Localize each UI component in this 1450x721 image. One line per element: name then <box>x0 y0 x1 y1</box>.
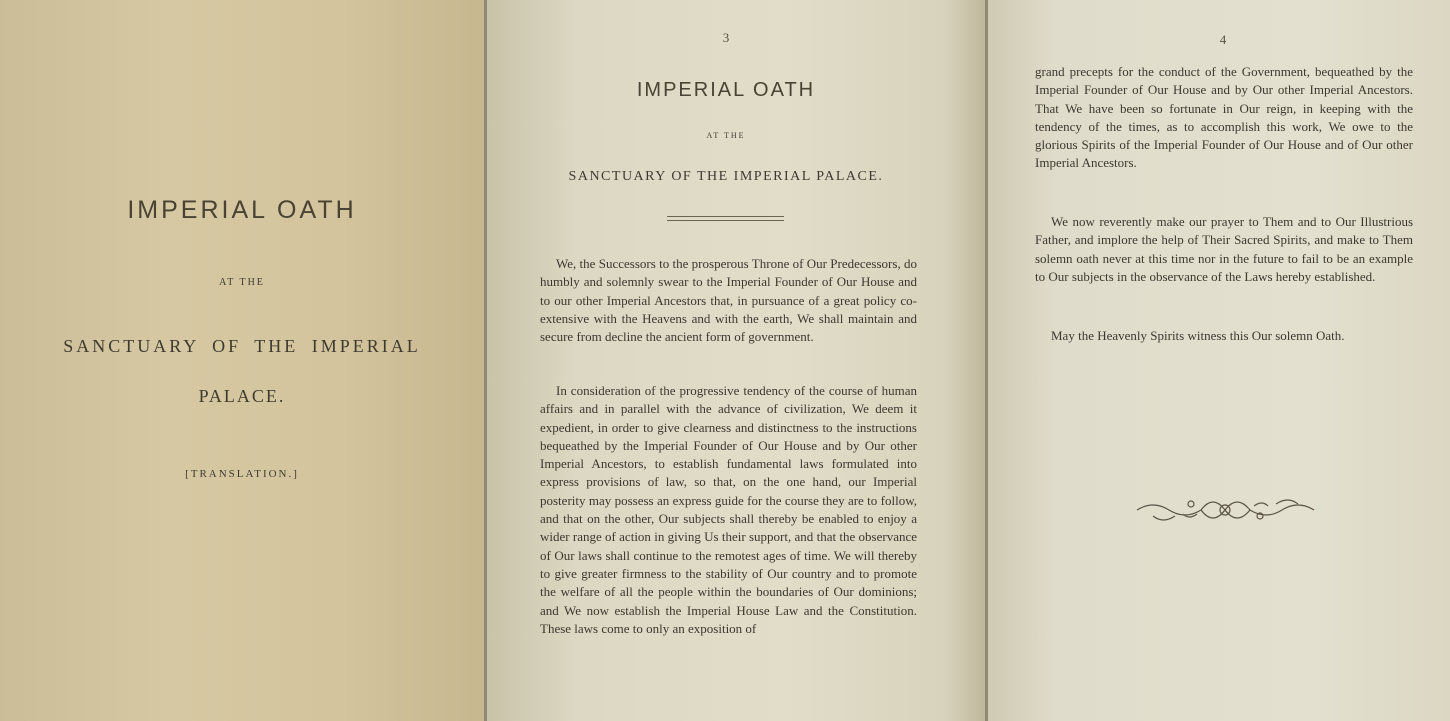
body-paragraph: In consideration of the progressive tendency of the course of human affairs and in parallel with the advance of civilization, We deem it expedient, in order to give clearness and distinctness to the instructions bequeathed by the Imperial Founder of Our House and by Our other Imperial Ancestors, to establish fundamental laws formulated into express provisions of law, so that, on the one hand, our Imperial posterity may possess an express guide for the course they are to follow, and that on the other, Our subjects shall thereby be enabled to enjoy a wider range of action in giving Us their support, and that the observance of Our laws shall continue to the remotest ages of time. We will thereby to give greater firmness to the stability of Our country and to promote the welfare of all the people within the boundaries of Our dominions; and We now establish the Imperial House Law and the Constitution. These laws come to only an exposition of <box>540 383 917 636</box>
page-number: 4 <box>1219 32 1227 47</box>
page-4 <box>988 0 1450 721</box>
body-paragraph: grand precepts for the conduct of the Government, bequeathed by the Imperial Founder of Our House and by Our other Imperial Ancestors. That We have been so fortunate in Our reign, in keeping with the tendency of the times, as to accomplish this work, We owe to the glorious Spirits of the Imperial Founder of Our House and of Our other Imperial Ancestors. <box>1035 64 1413 171</box>
page-3 <box>487 0 985 721</box>
title-page-subtitle-line1: SANCTUARY OF THE IMPERIAL <box>63 336 421 356</box>
double-rule-bottom <box>667 220 784 221</box>
page-at-the: AT THE <box>706 131 746 140</box>
page-number: 3 <box>722 30 730 45</box>
title-page-subtitle-line2: PALACE. <box>198 386 286 406</box>
body-paragraph: We now reverently make our prayer to Them and to Our Illustrious Father, and implore the help of Their Sacred Spirits, and make to Them solemn oath never at this time nor in the future to fail to be an example to Our subjects in the observance of the Laws hereby established. <box>1035 214 1413 284</box>
body-paragraph: We, the Successors to the prosperous Throne of Our Predecessors, do humbly and solemnly swear to the Imperial Founder of Our House and to our other Imperial Ancestors that, in pursuance of a great policy co-extensive with the Heavens and with the earth, We shall maintain and secure from decline the ancient form of government. <box>540 256 917 345</box>
double-rule-top <box>667 216 784 217</box>
title-page-heading: IMPERIAL OATH <box>127 196 357 224</box>
body-paragraph: May the Heavenly Spirits witness this Our solemn Oath. <box>1051 328 1345 343</box>
ornament-flourish-icon <box>1133 490 1318 530</box>
page-heading: IMPERIAL OATH <box>636 79 816 101</box>
title-page-at-the: AT THE <box>219 277 265 288</box>
page-subtitle: SANCTUARY OF THE IMPERIAL PALACE. <box>568 169 884 184</box>
title-page <box>0 0 484 721</box>
translation-label: [TRANSLATION.] <box>185 468 299 480</box>
